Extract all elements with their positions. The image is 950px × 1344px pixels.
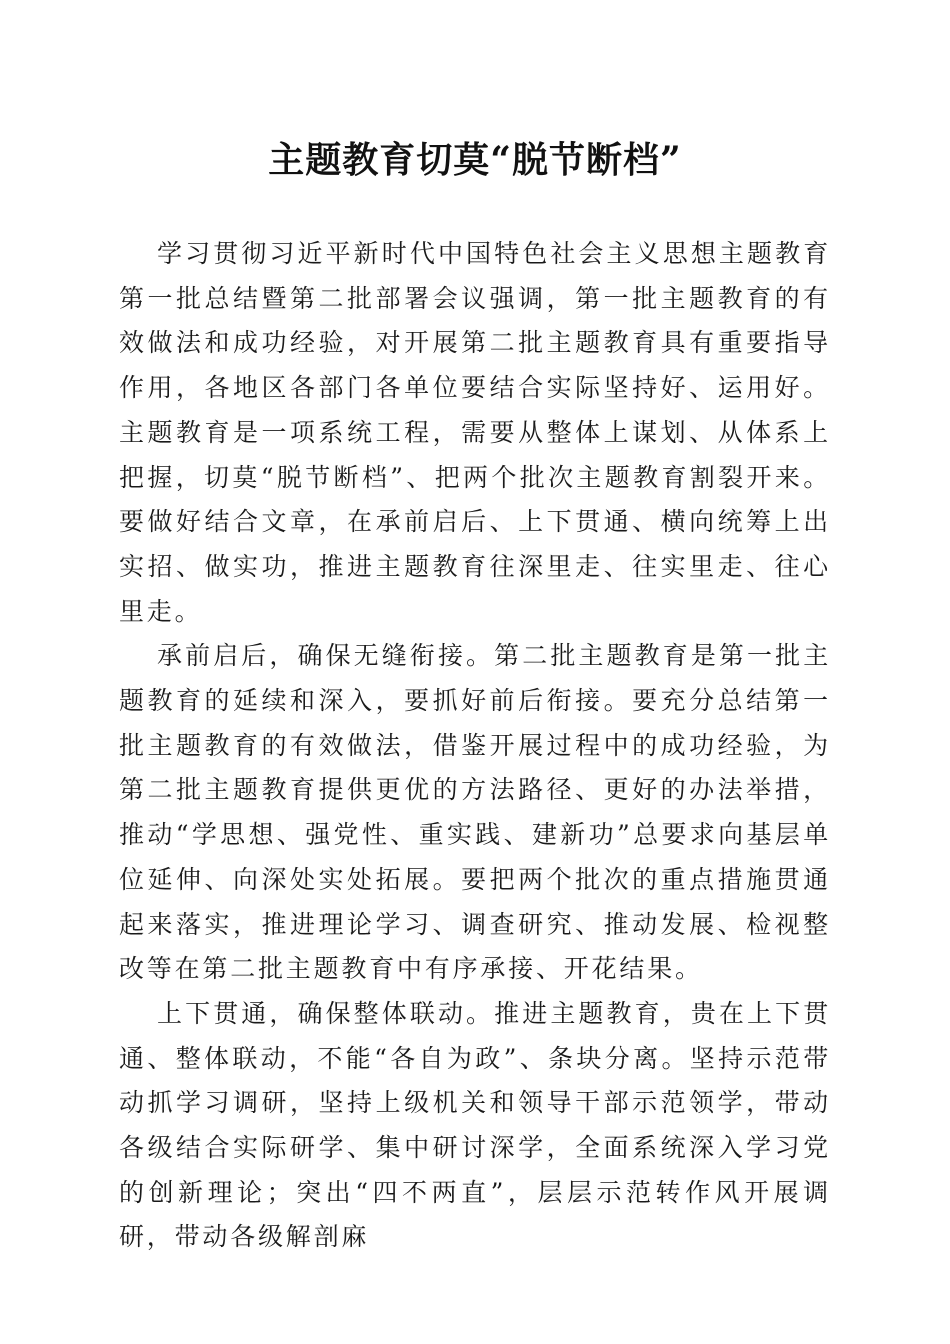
paragraph-3: 上下贯通，确保整体联动。推进主题教育，贵在上下贯通、整体联动，不能“各自为政”、条块分离。坚持示范带动抓学习调研，坚持上级机关和领导干部示范领学，带动各级结合实际研学、集中研讨深学，全面系统深入学习党的创新理论；突出“四不两直”，层层示范转作风开展调研，带动各级解剖麻 (119, 998, 831, 1252)
paragraph-2: 承前启后，确保无缝衔接。第二批主题教育是第一批主题教育的延续和深入，要抓好前后衔接。要充分总结第一批主题教育的有效做法，借鉴开展过程中的成功经验，为第二批主题教育提供更优的方法路径、更好的办法举措，推动“学思想、强党性、重实践、建新功”总要求向基层单位延伸、向深处实处拓展。要把两个批次的重点措施贯通起来落实，推进理论学习、调查研究、推动发展、检视整改等在第二批主题教育中有序承接、开花结果。 (119, 641, 831, 984)
document-body (119, 232, 831, 1260)
document-title: 主题教育切莫“脱节断档” (268, 139, 682, 181)
paragraph-1: 学习贯彻习近平新时代中国特色社会主义思想主题教育第一批总结暨第二批部署会议强调，第一批主题教育的有效做法和成功经验，对开展第二批主题教育具有重要指导作用，各地区各部门各单位要结合实际坚持好、运用好。主题教育是一项系统工程，需要从整体上谋划、从体系上把握，切莫“脱节断档”、把两个批次主题教育割裂开来。要做好结合文章，在承前启后、上下贯通、横向统筹上出实招、做实功，推进主题教育往深里走、往实里走、往心里走。 (119, 239, 831, 626)
